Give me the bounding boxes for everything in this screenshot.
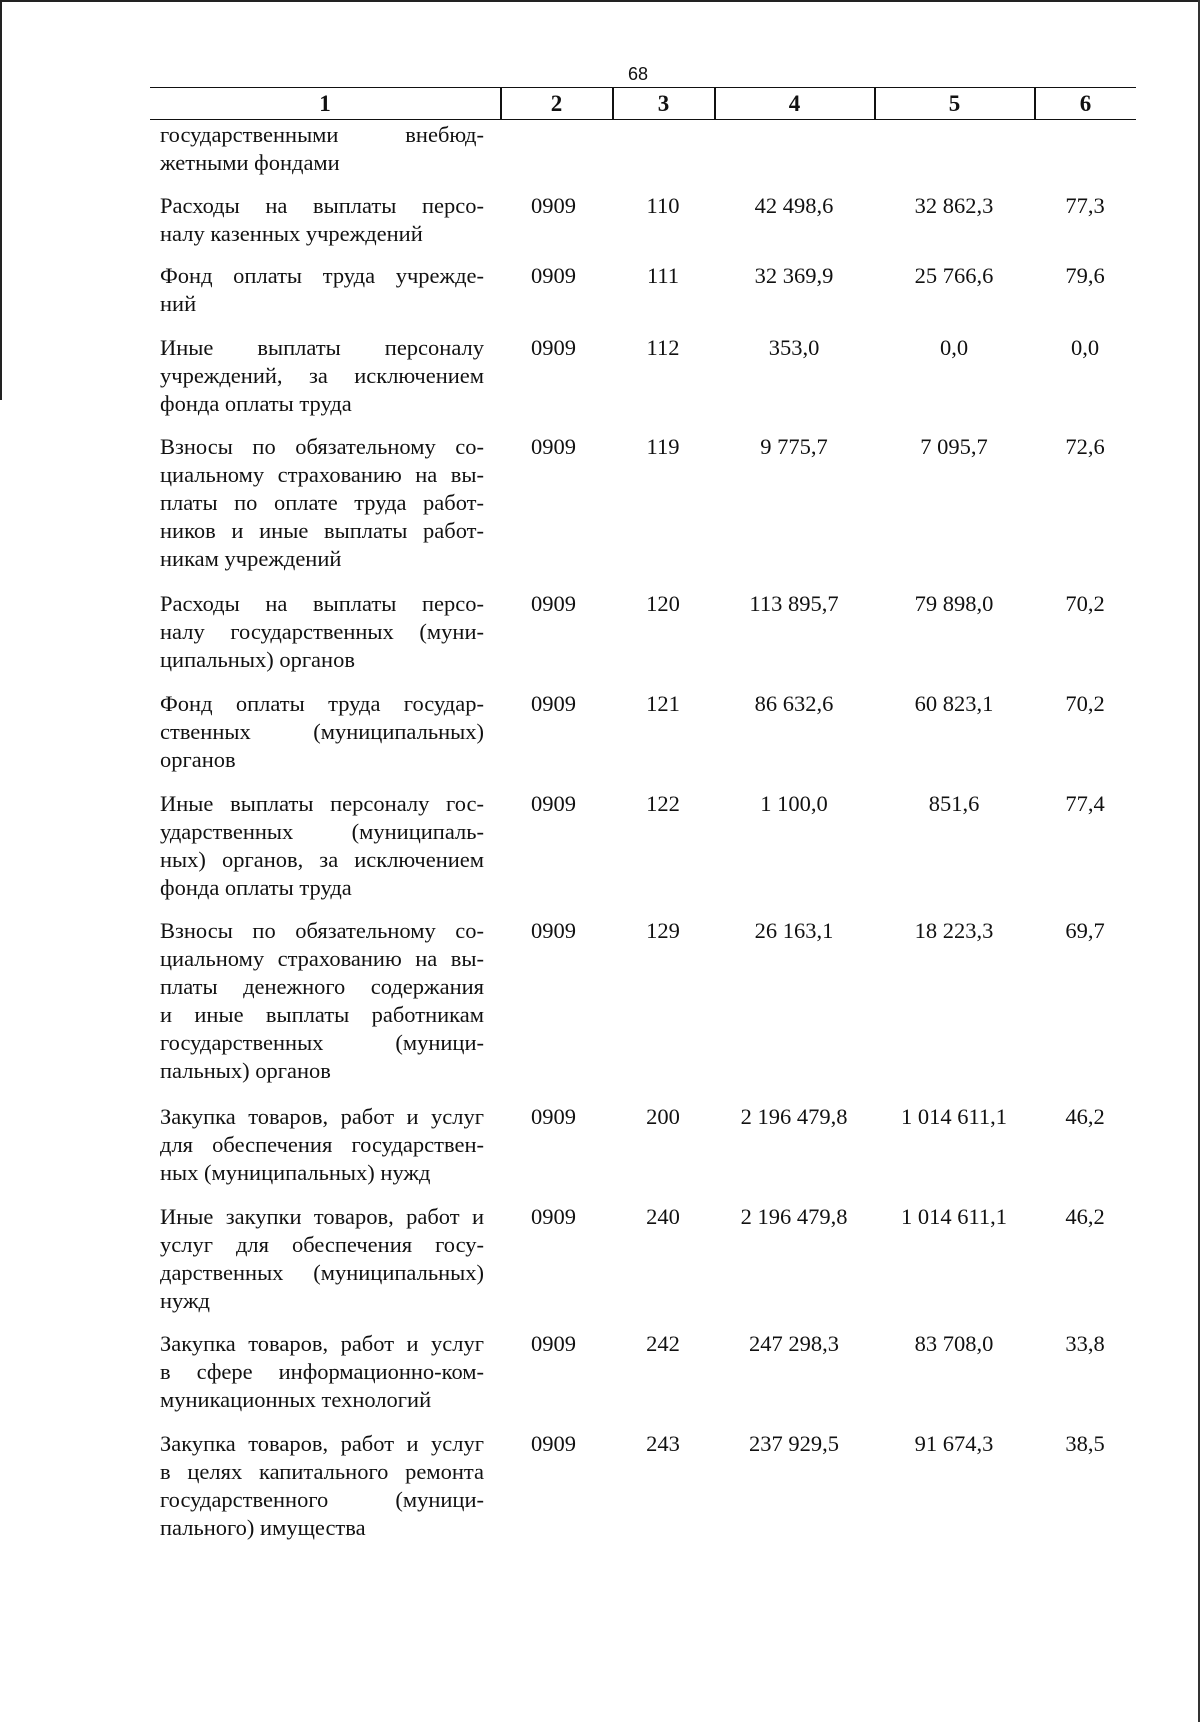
code-expense-type: 119 — [646, 434, 680, 459]
value-actual: 60 823,1 — [914, 691, 994, 716]
code-section: 0909 — [531, 1104, 576, 1129]
value-percent: 0,0 — [1070, 335, 1100, 360]
code-section: 0909 — [531, 791, 576, 816]
description-line: ников и иные выплаты работ- — [160, 518, 484, 543]
description-line: услуг для обеспечения госу- — [160, 1232, 484, 1257]
row-description — [160, 334, 484, 418]
description-line: пального) имущества — [160, 1515, 366, 1540]
description-line: жетными фондами — [160, 150, 340, 175]
description-line: учреждений, за исключением — [160, 363, 484, 388]
description-line: пальных) органов — [160, 1058, 331, 1083]
code-expense-type: 110 — [646, 193, 680, 218]
header-col-2: 2 — [550, 91, 563, 116]
code-expense-type: 200 — [646, 1104, 680, 1129]
scan-edge-top — [0, 0, 1200, 2]
value-planned: 42 498,6 — [754, 193, 834, 218]
row-description — [160, 690, 484, 774]
code-section: 0909 — [531, 591, 576, 616]
value-actual: 79 898,0 — [914, 591, 994, 616]
description-line: Иные выплаты персоналу — [160, 335, 484, 360]
code-expense-type: 129 — [646, 918, 680, 943]
description-line: платы денежного содержания — [160, 974, 484, 999]
header-col-4: 4 — [788, 91, 801, 116]
description-line: Закупка товаров, работ и услуг — [160, 1104, 484, 1129]
description-line: ударственных (муниципаль- — [160, 819, 484, 844]
value-percent: 72,6 — [1065, 434, 1105, 459]
description-line: Закупка товаров, работ и услуг — [160, 1431, 484, 1456]
value-planned: 2 196 479,8 — [740, 1204, 848, 1229]
description-line: Закупка товаров, работ и услуг — [160, 1331, 484, 1356]
code-section: 0909 — [531, 691, 576, 716]
value-percent: 33,8 — [1065, 1331, 1105, 1356]
description-line: фонда оплаты труда — [160, 875, 352, 900]
value-actual: 91 674,3 — [914, 1431, 994, 1456]
description-line: государственными внебюд- — [160, 122, 484, 147]
value-actual: 7 095,7 — [920, 434, 988, 459]
value-planned: 9 775,7 — [760, 434, 828, 459]
value-percent: 69,7 — [1065, 918, 1105, 943]
row-description — [160, 790, 484, 902]
description-line: Расходы на выплаты персо- — [160, 193, 484, 218]
code-section: 0909 — [531, 263, 576, 288]
header-col-6: 6 — [1079, 91, 1092, 116]
value-planned: 86 632,6 — [754, 691, 834, 716]
value-percent: 70,2 — [1065, 591, 1105, 616]
value-percent: 77,3 — [1065, 193, 1105, 218]
description-line: циальному страхованию на вы- — [160, 946, 484, 971]
code-section: 0909 — [531, 335, 576, 360]
description-line: ний — [160, 291, 197, 316]
code-section: 0909 — [531, 1204, 576, 1229]
value-planned: 237 929,5 — [749, 1431, 839, 1456]
description-line: никам учреждений — [160, 546, 342, 571]
description-line: государственного (муници- — [160, 1487, 484, 1512]
value-percent: 46,2 — [1065, 1104, 1105, 1129]
value-planned: 32 369,9 — [754, 263, 834, 288]
code-section: 0909 — [531, 918, 576, 943]
description-line: Взносы по обязательному со- — [160, 434, 484, 459]
description-line: и иные выплаты работникам — [160, 1002, 484, 1027]
row-description — [160, 1430, 484, 1542]
value-percent: 46,2 — [1065, 1204, 1105, 1229]
value-planned: 247 298,3 — [749, 1331, 839, 1356]
description-line: ципальных) органов — [160, 647, 355, 672]
description-line: фонда оплаты труда — [160, 391, 352, 416]
description-line: Фонд оплаты труда учрежде- — [160, 263, 484, 288]
value-actual: 83 708,0 — [914, 1331, 994, 1356]
value-percent: 38,5 — [1065, 1431, 1105, 1456]
row-description — [160, 1103, 484, 1187]
row-description — [160, 1330, 484, 1414]
row-description — [160, 192, 484, 248]
code-expense-type: 243 — [646, 1431, 680, 1456]
value-planned: 26 163,1 — [754, 918, 834, 943]
value-planned: 353,0 — [768, 335, 820, 360]
description-line: налу казенных учреждений — [160, 221, 423, 246]
value-planned: 2 196 479,8 — [740, 1104, 848, 1129]
code-expense-type: 240 — [646, 1204, 680, 1229]
description-line: налу государственных (муни- — [160, 619, 484, 644]
row-description — [160, 262, 484, 318]
value-actual: 1 014 611,1 — [900, 1204, 1008, 1229]
description-line: циальному страхованию на вы- — [160, 462, 484, 487]
description-line: ных) органов, за исключением — [160, 847, 484, 872]
value-percent: 70,2 — [1065, 691, 1105, 716]
description-line: ственных (муниципальных) — [160, 719, 484, 744]
code-section: 0909 — [531, 434, 576, 459]
value-actual: 1 014 611,1 — [900, 1104, 1008, 1129]
row-description — [160, 121, 484, 177]
description-line: органов — [160, 747, 236, 772]
description-line: Фонд оплаты труда государ- — [160, 691, 484, 716]
description-line: дарственных (муниципальных) — [160, 1260, 484, 1285]
description-line: платы по оплате труда работ- — [160, 490, 484, 515]
page-number: 68 — [628, 64, 649, 84]
row-description — [160, 590, 484, 674]
code-expense-type: 111 — [646, 263, 680, 288]
code-expense-type: 242 — [646, 1331, 680, 1356]
description-line: нужд — [160, 1288, 210, 1313]
table-header — [150, 87, 1136, 120]
description-line: муникационных технологий — [160, 1387, 432, 1412]
description-line: Иные закупки товаров, работ и — [160, 1204, 484, 1229]
value-actual: 0,0 — [939, 335, 969, 360]
scan-edge-left — [0, 0, 2, 400]
code-section: 0909 — [531, 193, 576, 218]
value-actual: 18 223,3 — [914, 918, 994, 943]
header-col-1: 1 — [319, 91, 331, 116]
code-expense-type: 112 — [646, 335, 680, 360]
description-line: в сфере информационно-ком- — [160, 1359, 484, 1384]
description-line: Расходы на выплаты персо- — [160, 591, 484, 616]
code-expense-type: 120 — [646, 591, 680, 616]
description-line: Иные выплаты персоналу гос- — [160, 791, 484, 816]
description-line: ных (муниципальных) нужд — [160, 1160, 431, 1185]
value-percent: 77,4 — [1065, 791, 1105, 816]
value-planned: 113 895,7 — [749, 591, 839, 616]
row-description — [160, 1203, 484, 1315]
code-section: 0909 — [531, 1431, 576, 1456]
value-percent: 79,6 — [1065, 263, 1105, 288]
row-description — [160, 917, 484, 1085]
description-line: в целях капитального ремонта — [160, 1459, 484, 1484]
description-line: государственных (муници- — [160, 1030, 484, 1055]
description-line: для обеспечения государствен- — [160, 1132, 484, 1157]
code-section: 0909 — [531, 1331, 576, 1356]
description-line: Взносы по обязательному со- — [160, 918, 484, 943]
header-col-5: 5 — [948, 91, 961, 116]
code-expense-type: 121 — [646, 691, 680, 716]
code-expense-type: 122 — [646, 791, 680, 816]
value-planned: 1 100,0 — [760, 791, 828, 816]
value-actual: 25 766,6 — [914, 263, 994, 288]
row-description — [160, 433, 484, 573]
header-col-3: 3 — [657, 91, 670, 116]
value-actual: 851,6 — [928, 791, 980, 816]
value-actual: 32 862,3 — [914, 193, 994, 218]
